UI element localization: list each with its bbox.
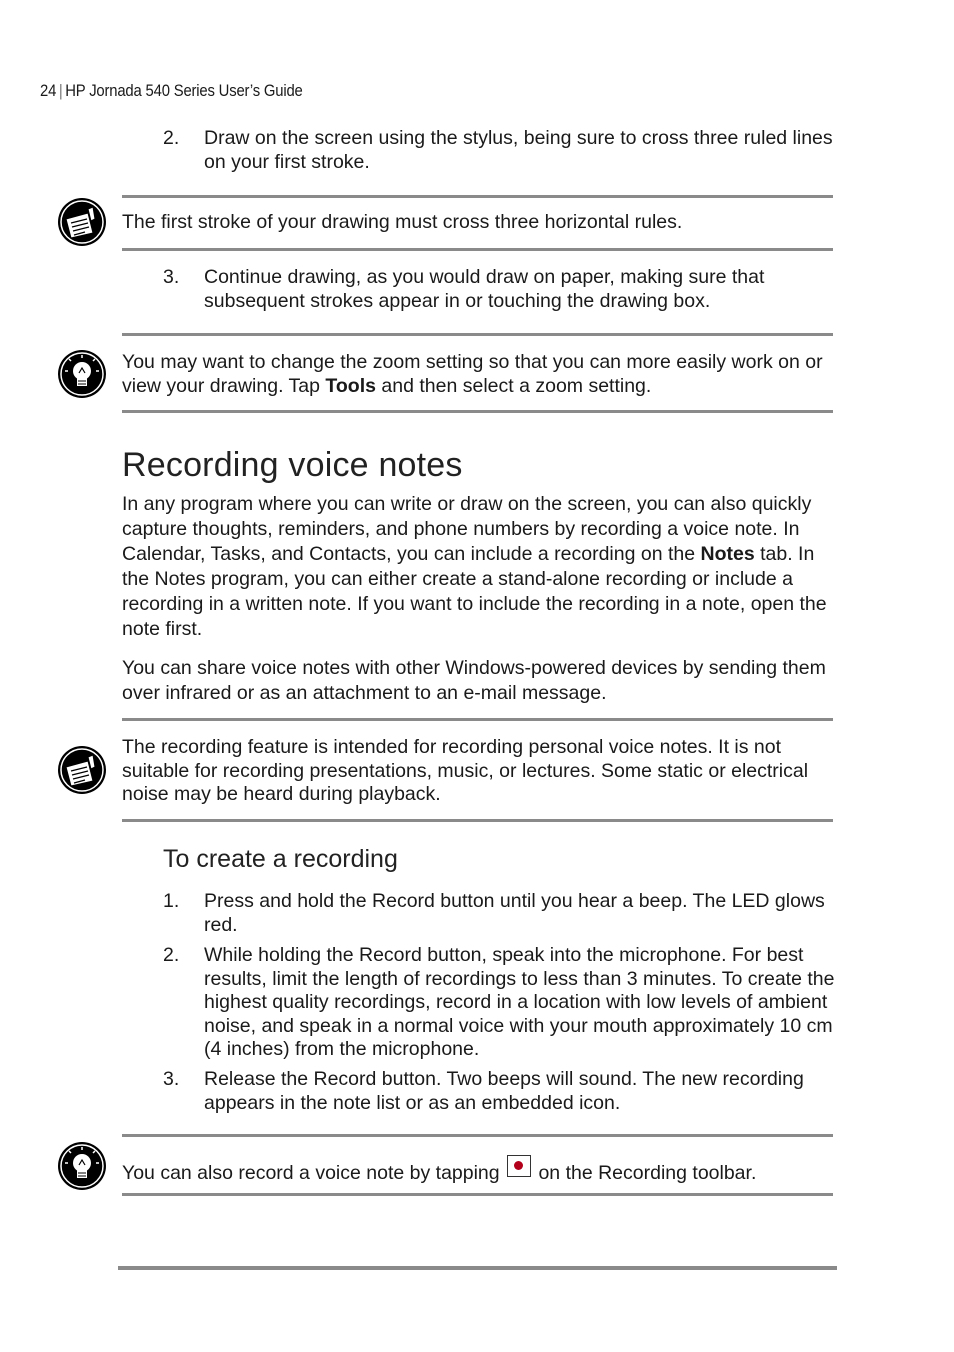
tip-text-start: You can also record a voice note by tapping [122, 1162, 506, 1184]
running-header [40, 82, 303, 101]
lightbulb-icon [57, 349, 107, 399]
procedure-step [163, 944, 843, 1062]
step-number: 1. [163, 890, 180, 912]
tip-bottom-rule [122, 410, 833, 413]
note-bottom-rule [122, 248, 833, 251]
notes-tab-label: Notes [700, 543, 755, 565]
tip-bottom-rule [122, 1193, 833, 1196]
footer-rule [118, 1266, 837, 1270]
note-top-rule [122, 195, 833, 198]
paragraph-text: In any program where you can write or draw on the screen, you can also quickly capture thoughts, reminders, and phone numbers by recording a voice note. In Calendar, Tasks, and Contacts, you can include a recording on the [122, 493, 812, 565]
section-title: Recording voice notes [122, 446, 463, 484]
tip-top-rule [122, 1134, 833, 1137]
tip-top-rule [122, 333, 833, 336]
step-number: 3. [163, 1068, 180, 1090]
procedure-step [163, 1068, 843, 1115]
tip-text-end: on the Recording toolbar. [533, 1162, 757, 1184]
step-number: 3. [163, 266, 180, 288]
procedure-step [163, 890, 843, 937]
step-text: Draw on the screen using the stylus, being sure to cross three ruled lines on your first stroke. [204, 127, 833, 173]
header-separator: | [58, 82, 63, 100]
procedure-title: To create a recording [163, 845, 398, 873]
section-paragraph-1 [122, 492, 834, 642]
note-text: The recording feature is intended for recording personal voice notes. It is not suitable for recording presentations, music, or lectures. Some static or electrical noise may be heard during playback. [122, 736, 809, 805]
tip-text [122, 351, 834, 398]
step-number: 2. [163, 127, 180, 149]
step-text: Continue drawing, as you would draw on paper, making sure that subsequent strokes appear in or touching the drawing box. [204, 266, 765, 312]
tip-text-start: You may want to change the zoom setting so that you can more easily work on or view your drawing. Tap [122, 351, 823, 397]
paragraph-text: tab. In the Notes program, you can either create a stand-alone recording or include a recording in a written note. If you want to include the recording in a note, open the note first. [122, 543, 827, 640]
step-text: Press and hold the Record button until you hear a beep. The LED glows red. [204, 890, 825, 936]
guide-title: HP Jornada 540 Series User’s Guide [65, 82, 303, 100]
note-bottom-rule [122, 819, 833, 822]
section-paragraph-2: You can share voice notes with other Windows-powered devices by sending them over infrared or as an attachment to an e-mail message. [122, 657, 826, 704]
step-continue [163, 266, 843, 313]
tip-text [122, 1155, 834, 1186]
note-text: The first stroke of your drawing must cross three horizontal rules. [122, 211, 683, 233]
step-draw [163, 127, 843, 174]
record-button-icon [507, 1155, 531, 1177]
lightbulb-icon [57, 1141, 107, 1191]
note-icon [57, 197, 107, 247]
tip-text-end: and then select a zoom setting. [375, 374, 652, 397]
page-number: 24 [40, 82, 57, 100]
note-top-rule [122, 718, 833, 721]
step-number: 2. [163, 944, 180, 966]
note-icon [57, 745, 107, 795]
tools-menu-label: Tools [325, 374, 376, 397]
step-text: While holding the Record button, speak into the microphone. For best results, limit the length of recordings to less than 3 minutes. To create the highest quality recordings, record in a location with low levels of ambient noise, and speak in a normal voice with your mouth approximately 10 cm (4 inches) from the microphone. [204, 944, 835, 1060]
step-text: Release the Record button. Two beeps will sound. The new recording appears in the note list or as an embedded icon. [204, 1068, 804, 1114]
